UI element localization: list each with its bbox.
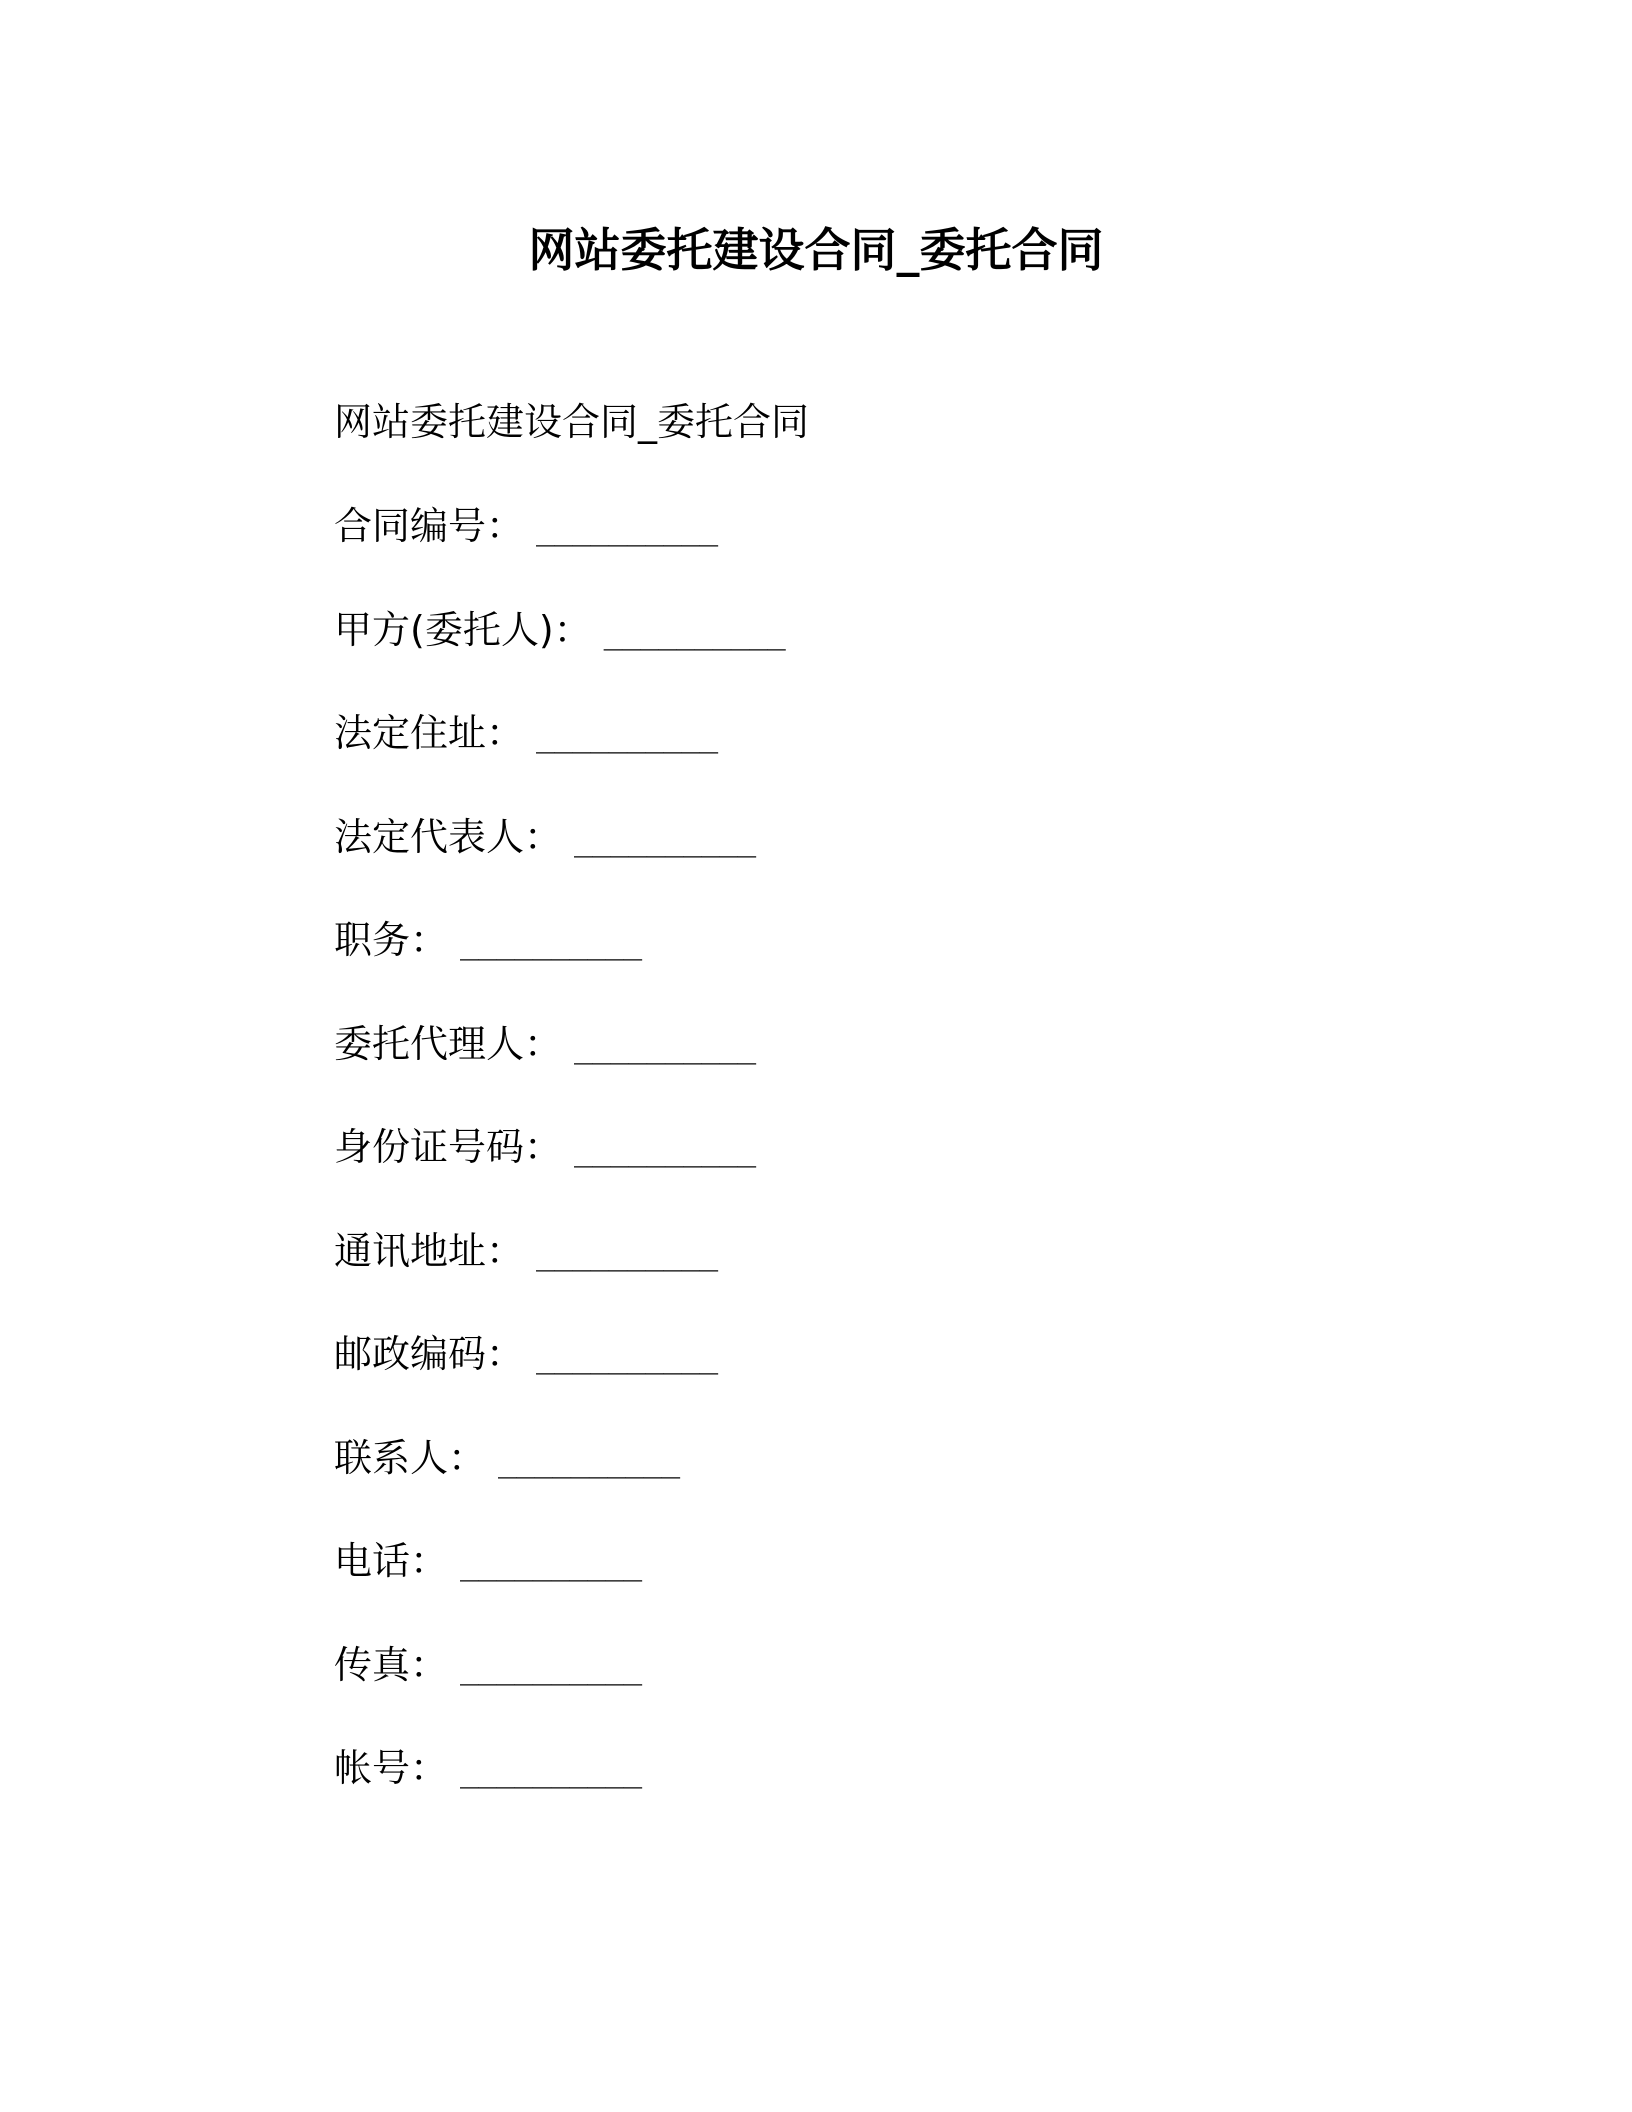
party-a-field — [334, 605, 785, 709]
field-blank: __________ — [536, 718, 718, 754]
field-blank: __________ — [603, 614, 786, 651]
field-label: 法定住址： — [334, 711, 525, 755]
field-blank: __________ — [460, 925, 642, 961]
field-label: 职务： — [334, 918, 449, 962]
mailing-address-field — [334, 1226, 785, 1330]
field-blank: __________ — [574, 1028, 756, 1065]
authorized-agent-field — [334, 1019, 785, 1123]
field-label: 合同编号： — [334, 504, 525, 548]
field-label: 甲方(委托人)： — [334, 607, 592, 652]
fax-field — [334, 1640, 785, 1744]
field-label: 法定代表人： — [334, 814, 563, 859]
contact-person-field — [334, 1433, 785, 1537]
field-label: 身份证号码： — [334, 1125, 563, 1169]
field-label: 联系人： — [334, 1435, 487, 1480]
contract-number-field — [334, 501, 785, 605]
field-blank: __________ — [460, 1649, 642, 1686]
field-label: 通讯地址： — [334, 1228, 525, 1273]
position-field — [334, 915, 785, 1019]
field-blank: __________ — [574, 821, 756, 858]
field-label: 帐号： — [334, 1746, 449, 1790]
legal-address-field — [334, 708, 785, 812]
field-label: 邮政编码： — [334, 1332, 525, 1376]
postal-code-field — [334, 1329, 785, 1433]
document-title: 网站委托建设合同_委托合同 — [528, 223, 1104, 277]
phone-field — [334, 1536, 785, 1640]
field-label: 电话： — [334, 1539, 449, 1583]
contract-fields-list — [334, 501, 785, 1847]
field-label: 传真： — [334, 1642, 449, 1687]
document-subtitle: 网站委托建设合同_委托合同 — [334, 400, 810, 444]
field-blank: __________ — [536, 1235, 718, 1272]
account-number-field — [334, 1743, 785, 1847]
field-blank: __________ — [536, 511, 718, 547]
field-blank: __________ — [574, 1132, 756, 1168]
field-blank: __________ — [536, 1339, 718, 1375]
legal-representative-field — [334, 812, 785, 916]
field-label: 委托代理人： — [334, 1021, 563, 1066]
field-blank: __________ — [498, 1442, 680, 1479]
field-blank: __________ — [460, 1546, 642, 1582]
id-number-field — [334, 1122, 785, 1226]
field-blank: __________ — [460, 1753, 642, 1789]
